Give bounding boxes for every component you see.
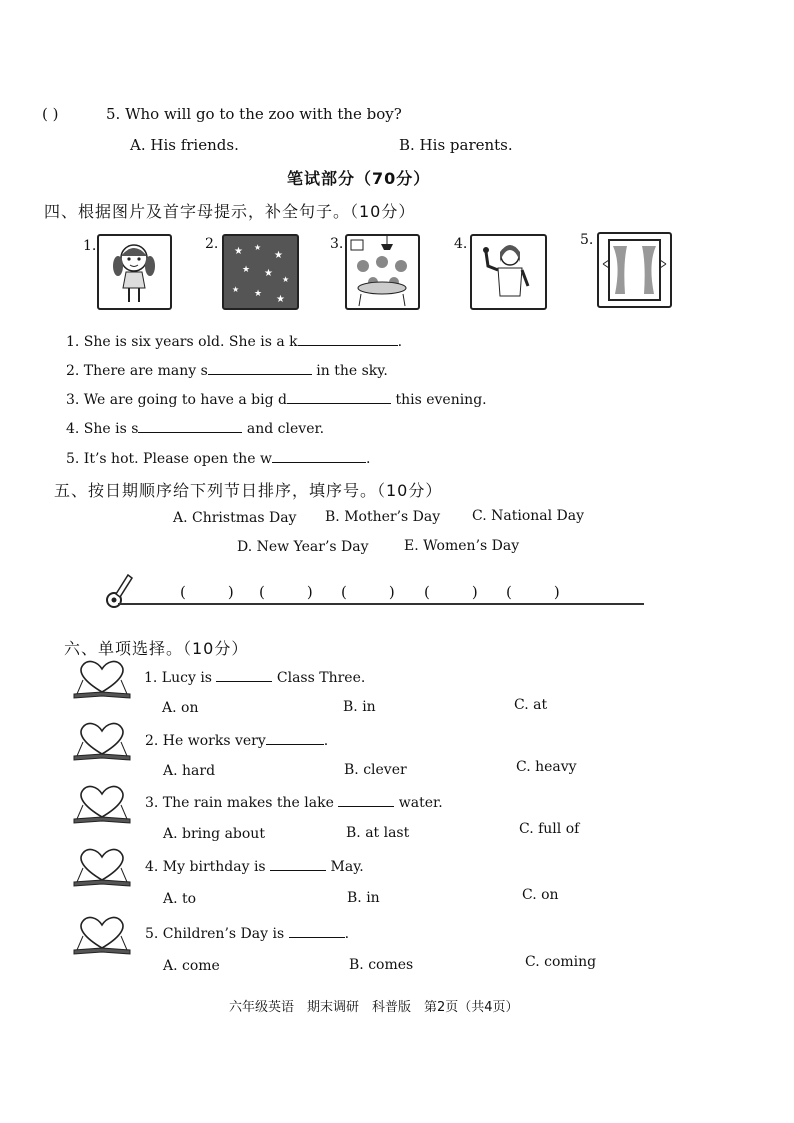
order-slot-1[interactable]: ( ) bbox=[180, 583, 234, 601]
answer-blank[interactable] bbox=[270, 858, 326, 871]
answer-blank[interactable] bbox=[272, 450, 366, 463]
heart-book-icon bbox=[71, 846, 133, 888]
svg-text:★: ★ bbox=[276, 294, 285, 305]
mc-question-4: 4. My birthday is May. bbox=[145, 859, 364, 875]
sentence-text: 2. There are many s bbox=[66, 363, 208, 379]
order-slot-4[interactable]: ( ) bbox=[424, 583, 478, 601]
section-4-title: 四、根据图片及首字母提示，补全句子。（10分） bbox=[44, 202, 416, 221]
svg-text:★: ★ bbox=[264, 268, 273, 279]
answer-blank[interactable] bbox=[266, 732, 324, 745]
answer-blank[interactable] bbox=[216, 669, 272, 682]
sentence-2 bbox=[66, 362, 388, 379]
window-icon bbox=[599, 234, 670, 306]
sentence-text: 3. We are going to have a big d bbox=[66, 392, 287, 408]
answer-paren[interactable]: ( ) bbox=[42, 105, 59, 123]
family-dinner-icon bbox=[347, 236, 418, 308]
sentence-text: 4. She is s bbox=[66, 421, 139, 437]
svg-text:★: ★ bbox=[254, 243, 262, 252]
section-5-title: 五、按日期顺序给下列节日排序，填序号。（10分） bbox=[54, 481, 443, 500]
svg-text:★: ★ bbox=[232, 285, 240, 294]
mc-question-3: 3. The rain makes the lake water. bbox=[145, 795, 443, 811]
pic-num-3: 3. bbox=[330, 236, 344, 252]
svg-text:★: ★ bbox=[242, 265, 251, 275]
option-a[interactable]: A. to bbox=[163, 891, 197, 907]
sentence-5 bbox=[66, 450, 370, 467]
section-6-title: 六、单项选择。（10分） bbox=[64, 639, 249, 658]
girl-icon bbox=[99, 236, 170, 308]
order-slot-3[interactable]: ( ) bbox=[341, 583, 395, 601]
mc-question-1: 1. Lucy is Class Three. bbox=[144, 670, 366, 686]
option-c: C. National Day bbox=[472, 508, 585, 524]
sentence-text: . bbox=[365, 451, 371, 467]
option-c[interactable]: C. at bbox=[514, 697, 548, 713]
option-b: B. Mother’s Day bbox=[325, 509, 441, 525]
option-c[interactable]: C. on bbox=[522, 887, 559, 903]
stars-icon bbox=[224, 236, 297, 308]
option-b[interactable]: B. in bbox=[343, 699, 376, 715]
option-d: D. New Year’s Day bbox=[237, 539, 369, 555]
order-slot-2[interactable]: ( ) bbox=[259, 583, 313, 601]
written-part-title: 笔试部分（70分） bbox=[287, 169, 431, 188]
sentence-1 bbox=[66, 333, 402, 350]
sentence-text: 1. She is six years old. She is a k bbox=[66, 334, 298, 350]
option-a[interactable]: A. come bbox=[163, 958, 220, 974]
option-c[interactable]: C. heavy bbox=[516, 759, 577, 775]
page-footer: 六年级英语 期末调研 科普版 第2页（共4页） bbox=[229, 1000, 519, 1015]
order-slot-5[interactable]: ( ) bbox=[506, 583, 560, 601]
sentence-4 bbox=[66, 420, 324, 437]
sentence-text: in the sky. bbox=[316, 363, 388, 379]
svg-text:★: ★ bbox=[274, 250, 283, 261]
answer-blank[interactable] bbox=[138, 420, 242, 433]
answer-blank[interactable] bbox=[287, 391, 391, 404]
question-text: 5. Who will go to the zoo with the boy? bbox=[106, 105, 402, 123]
pic-num-4: 4. bbox=[454, 236, 468, 252]
svg-text:★: ★ bbox=[234, 246, 243, 257]
option-c[interactable]: C. coming bbox=[525, 954, 597, 970]
option-b[interactable]: B. in bbox=[347, 890, 380, 906]
mc-question-2: 2. He works very . bbox=[145, 733, 329, 749]
option-b[interactable]: B. clever bbox=[344, 762, 407, 778]
dinner-picture bbox=[345, 234, 420, 310]
option-a[interactable]: A. bring about bbox=[163, 826, 265, 842]
sentence-text: and clever. bbox=[246, 421, 325, 437]
sentence-text: 5. It’s hot. Please open the w bbox=[66, 451, 272, 467]
heart-book-icon bbox=[71, 914, 133, 956]
answer-line bbox=[118, 603, 644, 605]
option-b: B. His parents. bbox=[399, 136, 513, 154]
option-a: A. His friends. bbox=[130, 136, 239, 154]
pic-num-1: 1. bbox=[83, 238, 97, 254]
pic-num-2: 2. bbox=[205, 236, 219, 252]
answer-blank[interactable] bbox=[289, 925, 345, 938]
svg-text:★: ★ bbox=[254, 289, 263, 299]
option-b[interactable]: B. comes bbox=[349, 957, 414, 973]
window-picture bbox=[597, 232, 672, 308]
mc-question-5: 5. Children’s Day is . bbox=[145, 926, 350, 942]
answer-blank[interactable] bbox=[208, 362, 312, 375]
option-e: E. Women’s Day bbox=[404, 538, 520, 554]
option-c[interactable]: C. full of bbox=[519, 821, 580, 837]
answer-blank[interactable] bbox=[298, 333, 398, 346]
option-b[interactable]: B. at last bbox=[346, 825, 410, 841]
sentence-text: this evening. bbox=[395, 392, 487, 408]
heart-book-icon bbox=[71, 783, 133, 825]
option-a: A. Christmas Day bbox=[173, 510, 297, 526]
option-a[interactable]: A. hard bbox=[163, 763, 216, 779]
pic-num-5: 5. bbox=[580, 232, 594, 248]
strong-woman-picture bbox=[470, 234, 547, 310]
girl-picture bbox=[97, 234, 172, 310]
heart-book-icon bbox=[71, 658, 133, 700]
strong-woman-icon bbox=[472, 236, 545, 308]
stars-picture bbox=[222, 234, 299, 310]
sentence-3 bbox=[66, 391, 487, 408]
svg-text:★: ★ bbox=[282, 275, 290, 284]
option-a[interactable]: A. on bbox=[162, 700, 199, 716]
sentence-text: . bbox=[397, 334, 403, 350]
heart-book-icon bbox=[71, 720, 133, 762]
answer-blank[interactable] bbox=[338, 794, 394, 807]
